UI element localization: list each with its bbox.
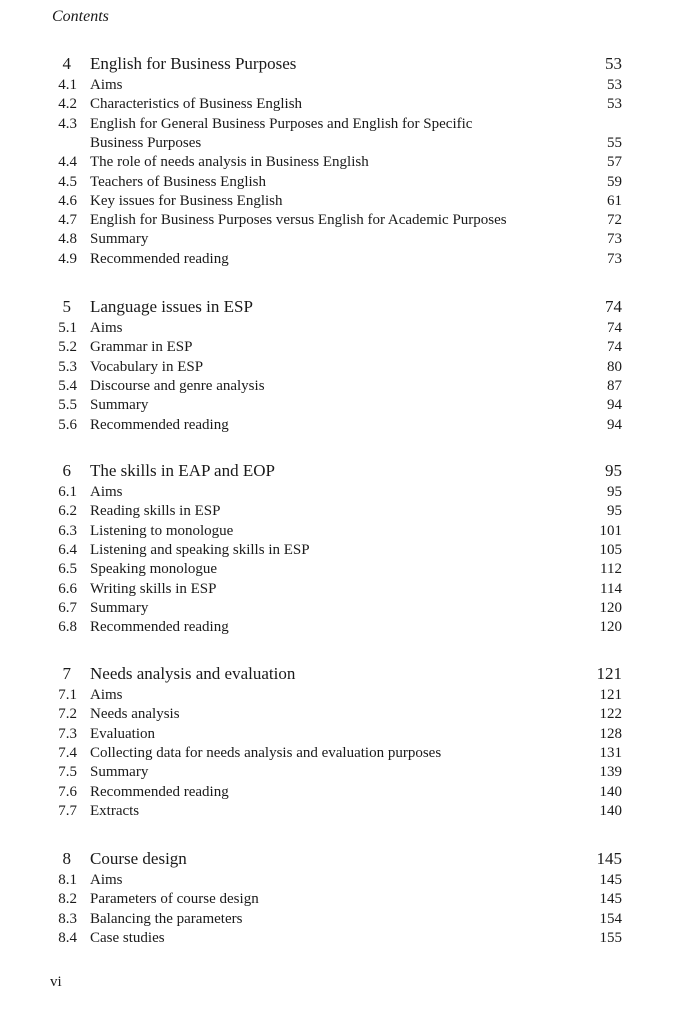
section-title: Listening to monologue [90, 522, 234, 539]
toc-chapter-row[interactable] [0, 54, 676, 73]
section-number: 6.2 [58, 503, 77, 520]
toc-section-row[interactable] [0, 211, 676, 230]
section-title: Parameters of course design [90, 891, 259, 908]
toc-section-row[interactable] [0, 541, 676, 560]
page-number: 61 [607, 192, 622, 209]
section-number: 6.3 [58, 522, 77, 539]
toc-section-row[interactable] [0, 230, 676, 249]
page-number: 74 [607, 339, 622, 356]
section-title: Recommended reading [90, 250, 229, 267]
section-number: 8.4 [58, 929, 77, 946]
toc-section-row[interactable] [0, 338, 676, 357]
page-number: 94 [607, 397, 622, 414]
page-number: 53 [607, 96, 622, 113]
page-number: 74 [605, 297, 622, 316]
section-number: 4.5 [58, 173, 77, 190]
toc-section-row[interactable] [0, 250, 676, 269]
section-title: English for Business Purposes versus English for Academic Purposes [90, 212, 507, 229]
page-number: 59 [607, 173, 622, 190]
toc-section-row[interactable] [0, 319, 676, 338]
toc-section-row[interactable] [0, 192, 676, 211]
page-number: 121 [596, 664, 622, 683]
page-number: 128 [599, 725, 622, 742]
section-title: Summary [90, 231, 149, 248]
page-number: 145 [596, 849, 622, 868]
section-title: Characteristics of Business English [90, 96, 303, 113]
page-number: 87 [607, 377, 622, 394]
section-title: Extracts [90, 802, 140, 819]
chapter-title: English for Business Purposes [90, 54, 297, 73]
section-title-continued: Business Purposes [90, 134, 202, 151]
section-title: Summary [90, 764, 149, 781]
section-number: 7.3 [58, 725, 77, 742]
page-number: 112 [600, 561, 622, 578]
section-title: Reading skills in ESP [90, 503, 221, 520]
section-title: Key issues for Business English [90, 192, 283, 209]
section-number: 7.2 [58, 706, 77, 723]
section-number: 4.2 [58, 96, 77, 113]
page-number: 131 [599, 744, 622, 761]
section-title: Summary [90, 397, 149, 414]
toc-section-row[interactable] [0, 599, 676, 618]
section-number: 8.3 [58, 910, 77, 927]
toc-section-row[interactable] [0, 618, 676, 637]
page-number: 105 [599, 541, 622, 558]
section-number: 8.1 [58, 872, 77, 888]
section-title: Evaluation [90, 725, 155, 742]
section-title: Speaking monologue [90, 561, 218, 578]
section-number: 5.2 [58, 339, 77, 356]
page-number: 140 [599, 802, 622, 819]
section-number: 4.7 [58, 212, 77, 229]
page-number: 155 [599, 929, 622, 946]
toc-section-row[interactable] [0, 763, 676, 782]
section-number: 7.4 [58, 744, 77, 761]
page-number: 94 [607, 416, 622, 433]
page-number: 120 [599, 619, 622, 636]
toc-section-row[interactable] [0, 871, 676, 890]
section-number: 5.3 [58, 358, 77, 375]
toc-section-row[interactable] [0, 502, 676, 521]
section-title: Collecting data for needs analysis and evaluation purposes [90, 744, 442, 761]
chapter-title: Needs analysis and evaluation [90, 664, 296, 683]
section-title: Aims [90, 77, 123, 93]
section-number: 5.6 [58, 416, 77, 433]
toc-section-row[interactable] [0, 173, 676, 192]
section-title: Needs analysis [90, 706, 180, 723]
toc-chapter-row[interactable] [0, 297, 676, 316]
chapter-number: 7 [62, 664, 71, 683]
page-number: 122 [599, 706, 622, 723]
page-number: 95 [607, 484, 622, 500]
section-number: 7.7 [58, 802, 77, 819]
section-number: 4.8 [58, 231, 77, 248]
section-title: The role of needs analysis in Business English [90, 154, 369, 171]
section-title: Recommended reading [90, 783, 229, 800]
section-number: 6.4 [58, 541, 77, 558]
section-title: English for General Business Purposes and English for Specific [90, 115, 473, 132]
chapter-title: The skills in EAP and EOP [90, 461, 275, 480]
section-title: Writing skills in ESP [90, 580, 217, 597]
page-number: 140 [599, 783, 622, 800]
section-title: Aims [90, 320, 123, 336]
toc-section-row[interactable] [0, 705, 676, 724]
section-number: 6.8 [58, 619, 77, 636]
page-number: 95 [605, 461, 622, 480]
toc-section-row[interactable] [0, 358, 676, 377]
page-number: 114 [600, 580, 622, 597]
page-number: 95 [607, 503, 622, 520]
section-number: 4.4 [58, 154, 77, 171]
toc-section-row[interactable] [0, 686, 676, 705]
section-title: Aims [90, 872, 123, 888]
section-number: 7.1 [58, 687, 77, 703]
toc-section-row[interactable] [0, 115, 676, 134]
page-number: 120 [599, 599, 622, 616]
chapter-number: 8 [62, 849, 71, 868]
page-number: 73 [607, 250, 622, 267]
section-number: 6.7 [58, 599, 77, 616]
toc-section-row[interactable] [0, 522, 676, 541]
chapter-number: 5 [62, 297, 71, 316]
section-number: 6.1 [58, 484, 77, 500]
section-title: Aims [90, 484, 123, 500]
toc-section-row[interactable] [0, 802, 676, 821]
section-number: 5.5 [58, 397, 77, 414]
toc-section-row[interactable] [0, 929, 676, 948]
section-number: 7.6 [58, 783, 77, 800]
running-head: Contents [52, 8, 109, 25]
section-title: Recommended reading [90, 416, 229, 433]
page-number: 53 [607, 77, 622, 93]
page-number: 145 [599, 872, 622, 888]
section-title: Aims [90, 687, 123, 703]
section-number: 7.5 [58, 764, 77, 781]
toc-section-row[interactable] [0, 910, 676, 929]
section-title: Recommended reading [90, 619, 229, 636]
page-number: 101 [599, 522, 622, 539]
page-number: 74 [607, 320, 622, 336]
toc-section-continuation [0, 134, 676, 153]
toc-section-row[interactable] [0, 416, 676, 435]
toc-section-row[interactable] [0, 580, 676, 599]
section-title: Grammar in ESP [90, 339, 193, 356]
section-number: 4.1 [58, 77, 77, 93]
toc-section-row[interactable] [0, 76, 676, 95]
section-number: 5.4 [58, 377, 77, 394]
chapter-title: Course design [90, 849, 187, 868]
toc-chapter-row[interactable] [0, 849, 676, 868]
section-number: 4.6 [58, 192, 77, 209]
section-title: Teachers of Business English [90, 173, 267, 190]
section-number: 8.2 [58, 891, 77, 908]
toc-section-row[interactable] [0, 725, 676, 744]
section-title: Discourse and genre analysis [90, 377, 265, 394]
page-folio: vi [50, 974, 62, 990]
section-number: 6.6 [58, 580, 77, 597]
chapter-number: 6 [62, 461, 71, 480]
page-number: 72 [607, 212, 622, 229]
page-number: 80 [607, 358, 622, 375]
page-number: 154 [599, 910, 622, 927]
page-number: 57 [607, 154, 622, 171]
section-title: Listening and speaking skills in ESP [90, 541, 310, 558]
page-number: 73 [607, 231, 622, 248]
page-number: 145 [599, 891, 622, 908]
section-title: Balancing the parameters [90, 910, 243, 927]
toc-section-row[interactable] [0, 95, 676, 114]
toc-section-row[interactable] [0, 483, 676, 502]
section-title: Summary [90, 599, 149, 616]
section-title: Case studies [90, 929, 165, 946]
toc-section-row[interactable] [0, 153, 676, 172]
page-number: 121 [599, 687, 622, 703]
chapter-title: Language issues in ESP [90, 297, 253, 316]
chapter-number: 4 [62, 54, 71, 73]
toc-section-row[interactable] [0, 560, 676, 579]
toc-section-row[interactable] [0, 377, 676, 396]
page-number: 55 [607, 134, 622, 151]
toc-section-row[interactable] [0, 890, 676, 909]
section-number: 6.5 [58, 561, 77, 578]
section-number: 5.1 [58, 320, 77, 336]
section-title: Vocabulary in ESP [90, 358, 204, 375]
page-number: 53 [605, 54, 622, 73]
toc-section-row[interactable] [0, 783, 676, 802]
page-number: 139 [599, 764, 622, 781]
toc-section-row[interactable] [0, 744, 676, 763]
toc-section-row[interactable] [0, 396, 676, 415]
toc-chapter-row[interactable] [0, 664, 676, 683]
section-number: 4.3 [58, 115, 77, 132]
section-number: 4.9 [58, 250, 77, 267]
toc-chapter-row[interactable] [0, 461, 676, 480]
